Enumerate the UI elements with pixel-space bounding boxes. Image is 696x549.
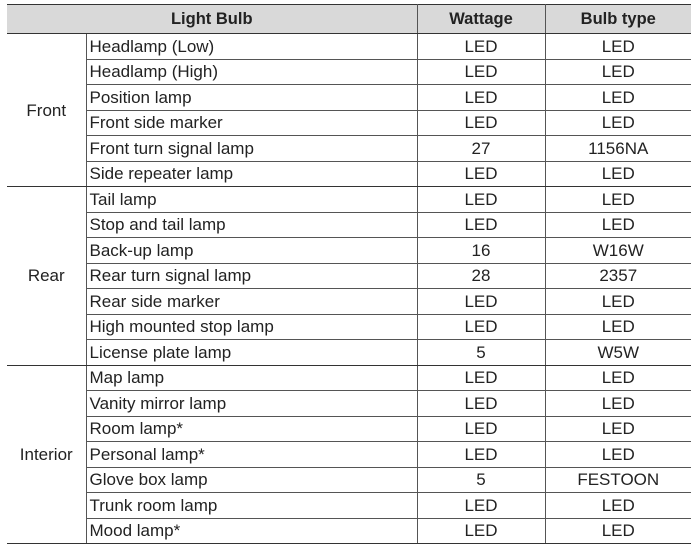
bulb-type-cell: LED [545, 416, 691, 442]
table-row [7, 212, 691, 238]
bulb-name-cell: Personal lamp* [86, 442, 417, 468]
table-row [7, 136, 691, 162]
wattage-cell: LED [417, 59, 545, 85]
wattage-cell: LED [417, 365, 545, 391]
table-row [7, 263, 691, 289]
bulb-name-cell: Front turn signal lamp [86, 136, 417, 162]
bulb-type-cell: W5W [545, 340, 691, 366]
bulb-name-cell: Vanity mirror lamp [86, 391, 417, 417]
wattage-cell: LED [417, 416, 545, 442]
table-row [7, 289, 691, 315]
table-body [7, 34, 691, 544]
table-row [7, 518, 691, 544]
wattage-cell: LED [417, 161, 545, 187]
category-cell: Front [7, 34, 86, 187]
bulb-name-cell: High mounted stop lamp [86, 314, 417, 340]
wattage-cell: LED [417, 493, 545, 519]
bulb-spec-table [7, 4, 691, 544]
table-row [7, 493, 691, 519]
bulb-type-cell: W16W [545, 238, 691, 264]
table-row [7, 85, 691, 111]
bulb-type-cell: LED [545, 212, 691, 238]
bulb-type-cell: LED [545, 314, 691, 340]
bulb-type-cell: LED [545, 110, 691, 136]
table-row [7, 59, 691, 85]
bulb-name-cell: Rear turn signal lamp [86, 263, 417, 289]
bulb-name-cell: Glove box lamp [86, 467, 417, 493]
wattage-cell: 28 [417, 263, 545, 289]
wattage-cell: 5 [417, 340, 545, 366]
bulb-type-cell: LED [545, 365, 691, 391]
bulb-type-cell: LED [545, 34, 691, 60]
header-light-bulb: Light Bulb [7, 5, 417, 34]
bulb-name-cell: License plate lamp [86, 340, 417, 366]
bulb-type-cell: LED [545, 493, 691, 519]
bulb-type-cell: LED [545, 442, 691, 468]
bulb-type-cell: LED [545, 85, 691, 111]
wattage-cell: LED [417, 212, 545, 238]
header-wattage: Wattage [417, 5, 545, 34]
bulb-spec-table-container [7, 4, 691, 544]
bulb-name-cell: Headlamp (High) [86, 59, 417, 85]
bulb-name-cell: Map lamp [86, 365, 417, 391]
bulb-type-cell: LED [545, 59, 691, 85]
bulb-type-cell: FESTOON [545, 467, 691, 493]
table-row [7, 314, 691, 340]
wattage-cell: LED [417, 518, 545, 544]
wattage-cell: LED [417, 289, 545, 315]
bulb-type-cell: LED [545, 391, 691, 417]
bulb-name-cell: Mood lamp* [86, 518, 417, 544]
bulb-name-cell: Front side marker [86, 110, 417, 136]
table-row [7, 391, 691, 417]
bulb-name-cell: Position lamp [86, 85, 417, 111]
bulb-name-cell: Headlamp (Low) [86, 34, 417, 60]
table-row [7, 187, 691, 213]
wattage-cell: LED [417, 187, 545, 213]
category-cell: Interior [7, 365, 86, 544]
bulb-name-cell: Tail lamp [86, 187, 417, 213]
header-row [7, 5, 691, 34]
wattage-cell: LED [417, 314, 545, 340]
wattage-cell: 5 [417, 467, 545, 493]
table-row [7, 467, 691, 493]
wattage-cell: 27 [417, 136, 545, 162]
wattage-cell: 16 [417, 238, 545, 264]
category-cell: Rear [7, 187, 86, 366]
bulb-name-cell: Rear side marker [86, 289, 417, 315]
table-row [7, 238, 691, 264]
bulb-name-cell: Trunk room lamp [86, 493, 417, 519]
bulb-type-cell: LED [545, 187, 691, 213]
bulb-type-cell: 1156NA [545, 136, 691, 162]
bulb-type-cell: LED [545, 518, 691, 544]
bulb-type-cell: LED [545, 289, 691, 315]
wattage-cell: LED [417, 442, 545, 468]
table-row [7, 365, 691, 391]
bulb-name-cell: Side repeater lamp [86, 161, 417, 187]
wattage-cell: LED [417, 391, 545, 417]
bulb-name-cell: Room lamp* [86, 416, 417, 442]
bulb-name-cell: Stop and tail lamp [86, 212, 417, 238]
table-row [7, 161, 691, 187]
bulb-type-cell: 2357 [545, 263, 691, 289]
wattage-cell: LED [417, 110, 545, 136]
table-row [7, 340, 691, 366]
table-row [7, 442, 691, 468]
table-row [7, 416, 691, 442]
table-row [7, 34, 691, 60]
header-bulb-type: Bulb type [545, 5, 691, 34]
wattage-cell: LED [417, 34, 545, 60]
wattage-cell: LED [417, 85, 545, 111]
bulb-type-cell: LED [545, 161, 691, 187]
table-row [7, 110, 691, 136]
bulb-name-cell: Back-up lamp [86, 238, 417, 264]
